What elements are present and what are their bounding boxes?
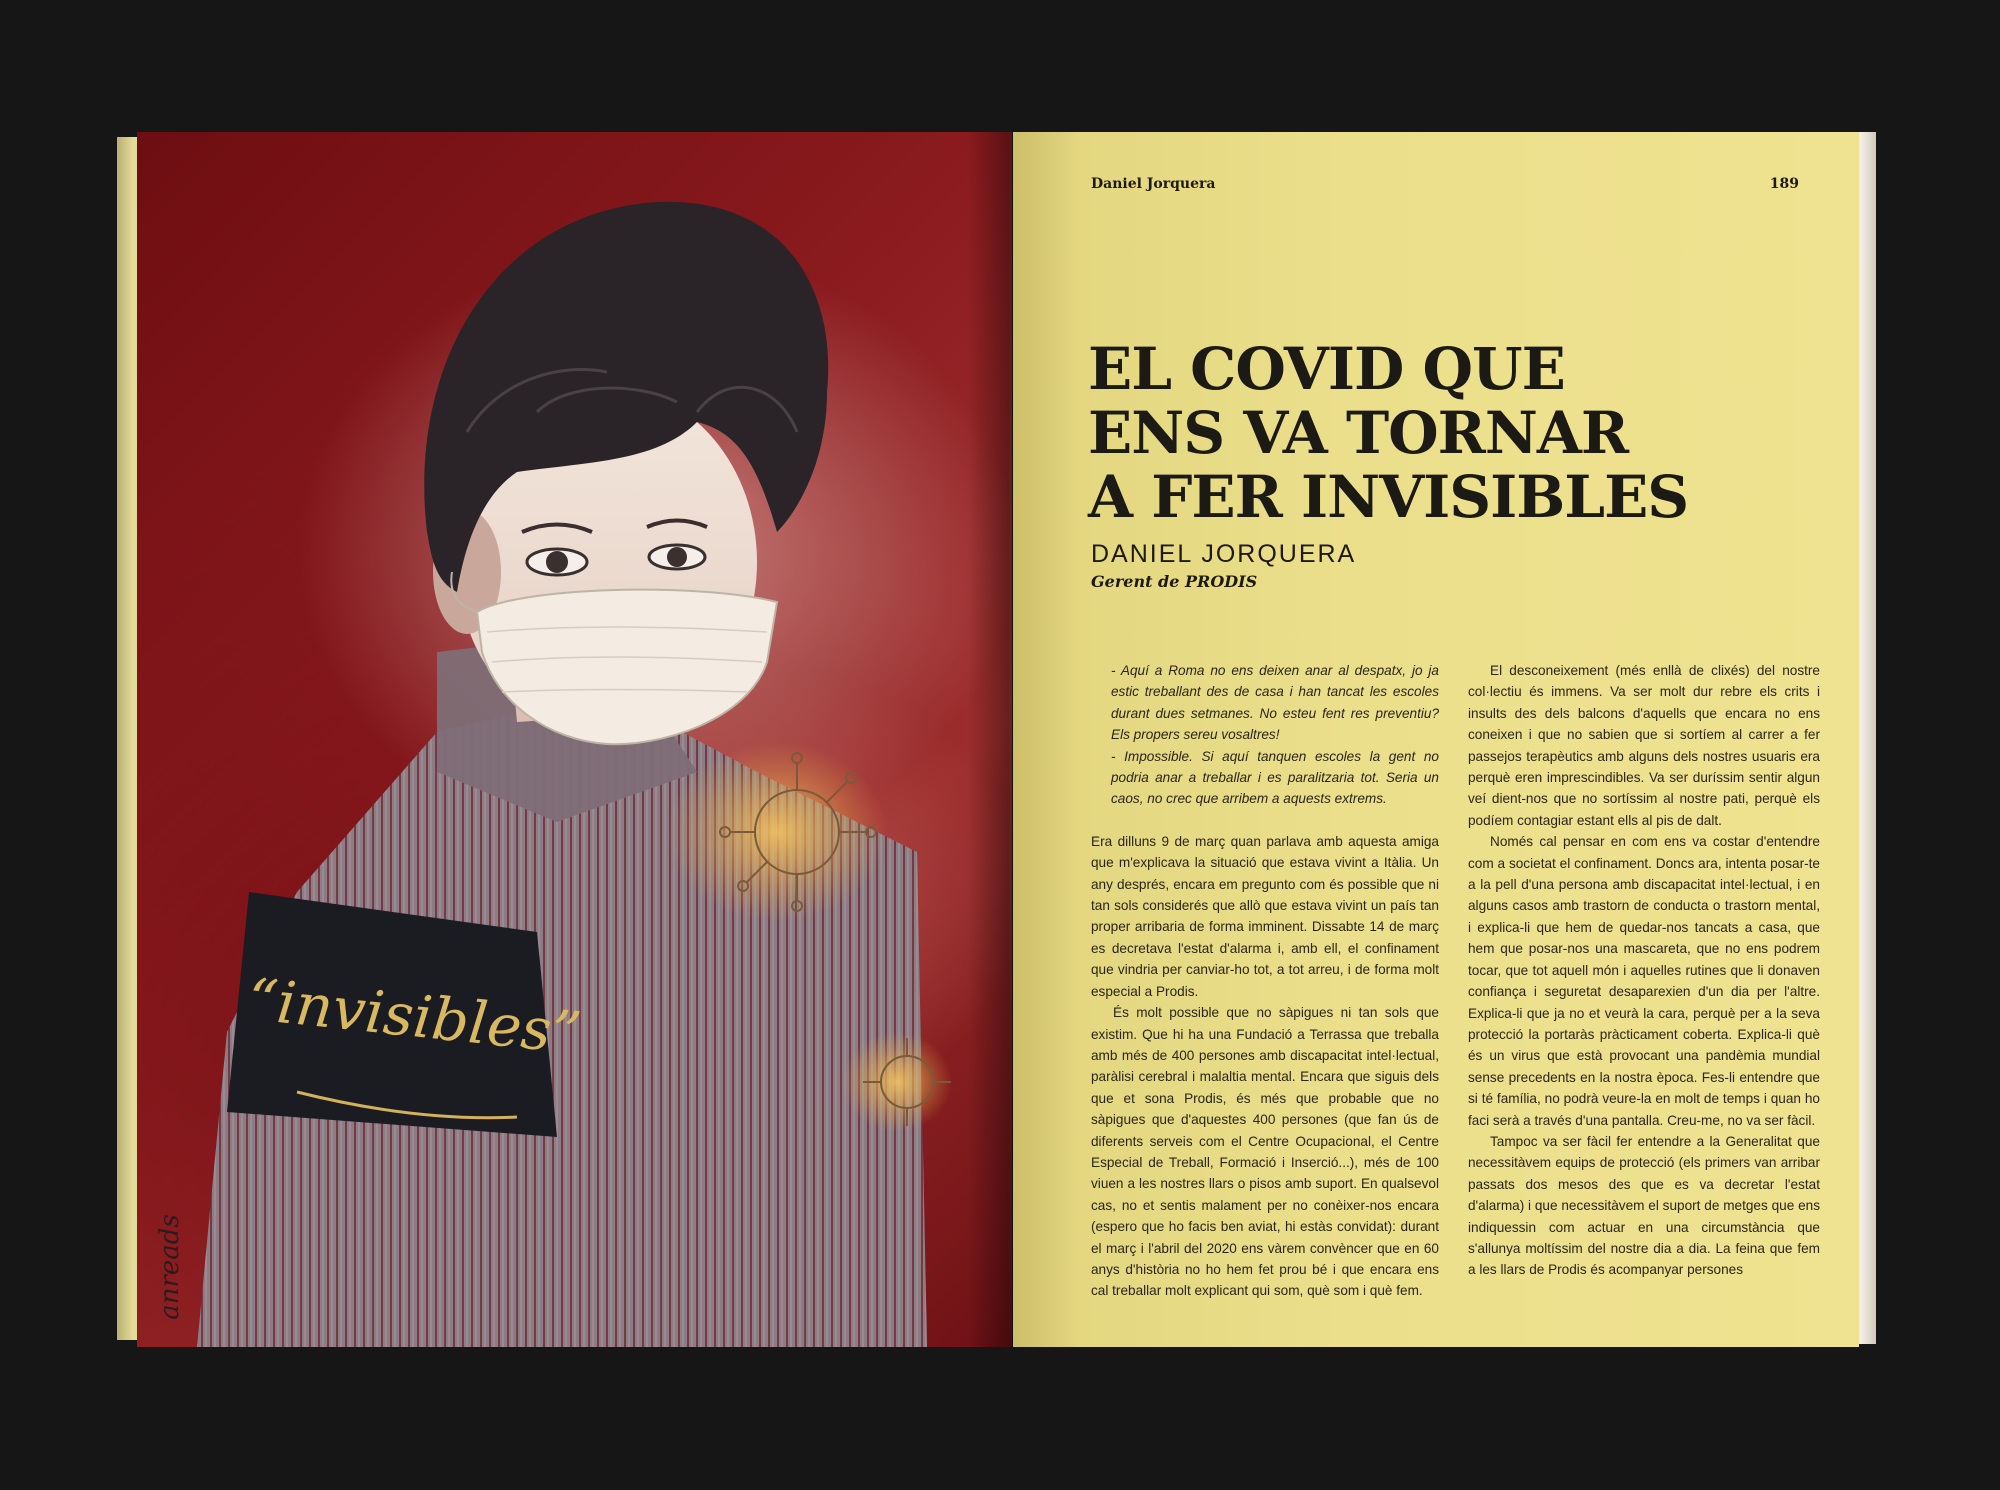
illustration-page: [137, 132, 1012, 1347]
opening-quote: [1091, 660, 1439, 810]
title-line: ENS VA TORNAR: [1088, 399, 1629, 467]
illustration-artwork: [137, 132, 1012, 1347]
running-head: [1091, 176, 1799, 192]
running-head-author: Daniel Jorquera: [1091, 176, 1216, 192]
artist-signature: anreads: [154, 1214, 185, 1320]
article-author: DANIEL JORQUERA: [1091, 540, 1357, 568]
author-role: Gerent de PRODIS: [1091, 572, 1258, 591]
paragraph: És molt possible que no sàpigues ni tan sols que existim. Que hi ha una Fundació a Terrassa que treballa amb més de 400 persones amb discapacitat intel·lectual, paràlisi cerebral i malaltia mental. Encara que siguis dels que et sona Prodis, és més que probable que no sàpigues que d'aquestes 400 persones (que fan ús de diferents serveis com el Centre Ocupacional, el Centre Especial de Treball, Formació i Inserció...), més de 100 viuen a les nostres llars o pisos amb suport. En qualsevol cas, no et sentis malament per no conèixer-nos encara (espero que ho facis ben aviat, hi estàs convidat): durant el març i l'abril del 2020 ens vàrem convèncer que en 60 anys d'història no ho hem fet prou bé i que encara ens cal treballar molt explicant qui som, què som i què fem.: [1091, 1005, 1439, 1299]
text-column-2: [1468, 660, 1820, 1281]
page-number: 189: [1769, 176, 1799, 192]
quote-line: - Aquí a Roma no ens deixen anar al despatx, jo ja estic treballant des de casa i han tancat les escoles durant dues setmanes. No esteu fent res preventiu? Els propers sereu vosaltres!: [1111, 663, 1439, 743]
paragraph: El desconeixement (més enllà de clixés) del nostre col·lectiu és immens. Va ser molt dur rebre els crits i insults des dels balcons d'aquells que encara no ens coneixen i que no sabien que si sortíem al carrer a fer passejos terapèutics amb alguns dels nostres usuaris era perquè eren imprescindibles. Va ser duríssim sentir algun veí dient-nos que no sortíssim al nostre pati, perquè els podíem contagiar estant ells al pis de dalt.: [1468, 663, 1820, 828]
article-page: [1013, 132, 1859, 1347]
armband-text: “invisibles”: [244, 964, 585, 1068]
article-title: [1088, 337, 1808, 529]
quote-line: - Impossible. Si aquí tanquen escoles la gent no podria anar a treballar i es paralitzaria tot. Seria un caos, no crec que arribem a aquests extrems.: [1111, 748, 1439, 807]
paragraph: Només cal pensar en com ens va costar d'entendre com a societat el confinament. Doncs ara, intenta posar-te a la pell d'una persona amb discapacitat intel·lectual, i en alguns casos amb trastorn de conducta o trastorn mental, i explica-li que hem de quedar-nos tancats a casa, que hem que posar-nos una mascareta, que no ens podrem tocar, que tot aquell món i aquelles rutines que li donaven confiança i seguretat desaparexien d'un dia per l'altre. Explica-li que ja no et veurà la cara, perquè per a la seva protecció la portaràs pràcticament coberta. Explica-li què és un virus que està provocant una pandèmia mundial sense precedents en la nostra època. Fes-li entendre que si té família, no podrà veure-la en molt de temps i quan ho faci serà a través d'una pantalla. Creu-me, no va ser fàcil.: [1468, 834, 1820, 1128]
paragraph: Era dilluns 9 de març quan parlava amb aquesta amiga que m'explicava la situació que estava vivint a Itàlia. Un any després, encara em pregunto com és possible que ni tan sols considerés que allò que estava vivint un país tan proper arribaria de forma imminent. Dissabte 14 de març es decretava l'estat d'alarma i, amb ell, el confinament que vindria per canviar-ho tot, a tot arreu, i de forma molt especial a Prodis.: [1091, 833, 1439, 999]
text-column-1: [1091, 660, 1439, 1302]
title-line: EL COVID QUE: [1088, 335, 1565, 403]
title-line: A FER INVISIBLES: [1088, 463, 1689, 531]
paragraph: Tampoc va ser fàcil fer entendre a la Generalitat que necessitàvem equips de protecció (els primers van arribar passats dos mesos des que es va decretar l'estat d'alarma) i que necessitàvem el suport de metges que ens indiquessin com actuar en una circumstància que s'allunya moltíssim del nostre dia a dia. La feina que fem a les llars de Prodis és acompanyar persones: [1468, 1133, 1820, 1278]
